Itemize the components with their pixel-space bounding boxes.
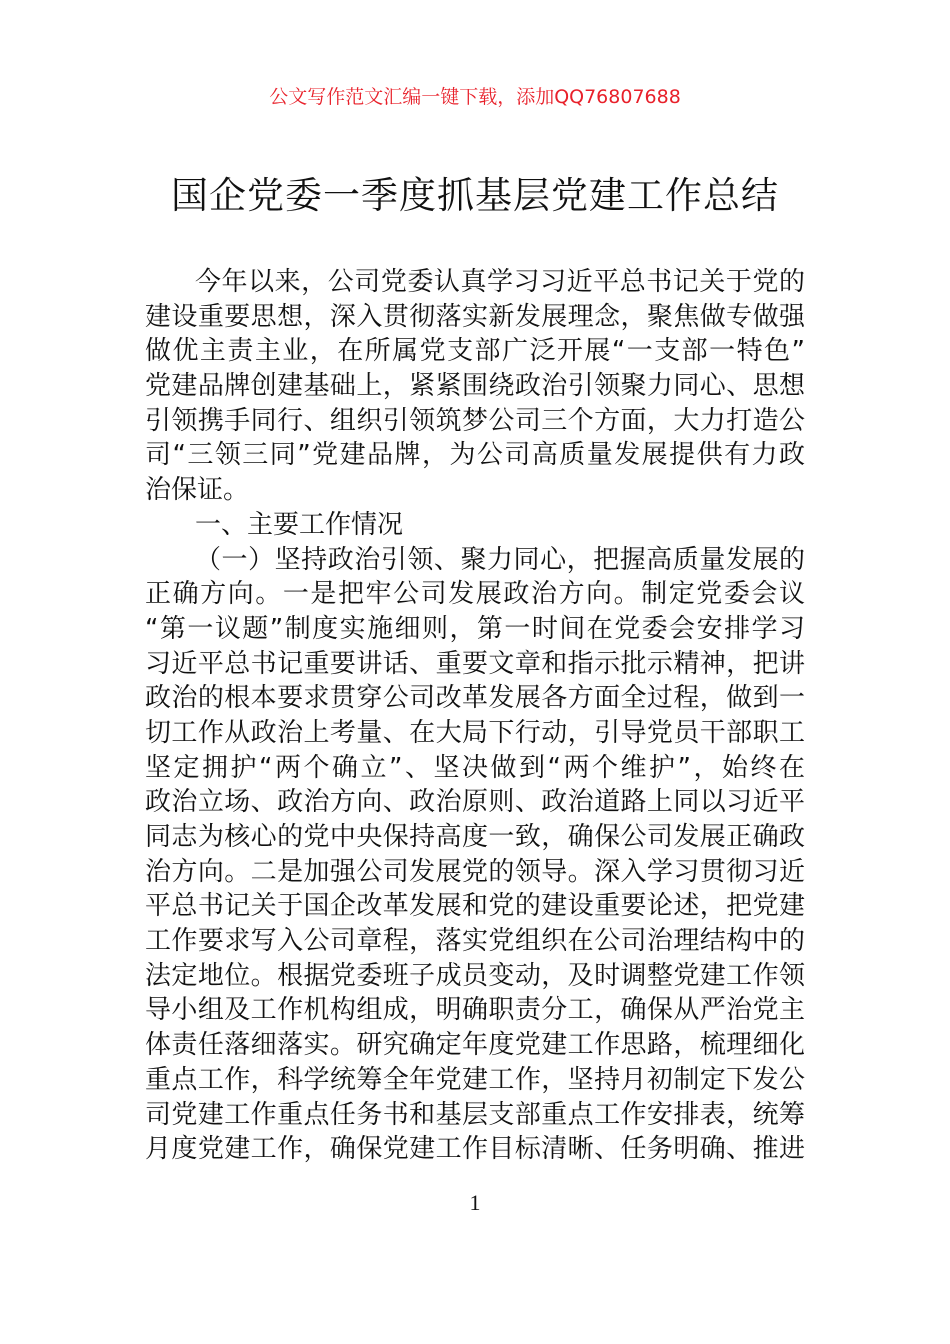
text-line: 党建品牌创建基础上，紧紧围绕政治引领聚力同心、思想 — [145, 371, 805, 402]
text-line: 重点工作，科学统筹全年党建工作，坚持月初制定下发公 — [145, 1064, 805, 1095]
document-body — [145, 265, 805, 1167]
text-line: 体责任落细落实。研究确定年度党建工作思路，梳理细化 — [145, 1030, 805, 1061]
text-line: “第一议题”制度实施细则，第一时间在党委会安排学习 — [145, 613, 805, 644]
text-line: 做优主责主业，在所属党支部广泛开展“一支部一特色” — [145, 336, 805, 367]
text-line: 习近平总书记重要讲话、重要文章和指示批示精神，把讲 — [145, 648, 805, 679]
text-line: 法定地位。根据党委班子成员变动，及时调整党建工作领 — [145, 960, 805, 991]
document-title: 国企党委一季度抓基层党建工作总结 — [171, 174, 779, 217]
text-line: 治方向。二是加强公司发展党的领导。深入学习贯彻习近 — [145, 856, 805, 887]
text-line: 正确方向。一是把牢公司发展政治方向。制定党委会议 — [145, 579, 805, 610]
text-line: 司党建工作重点任务书和基层支部重点工作安排表，统筹 — [145, 1099, 805, 1130]
text-line: 司“三领三同”党建品牌，为公司高质量发展提供有力政 — [145, 440, 805, 471]
page-number: 1 — [469, 1190, 481, 1215]
text-line: 坚定拥护“两个确立”、坚决做到“两个维护”，始终在 — [145, 752, 805, 783]
text-line: 月度党建工作，确保党建工作目标清晰、任务明确、推进 — [145, 1134, 805, 1165]
text-line: 建设重要思想，深入贯彻落实新发展理念，聚焦做专做强 — [145, 301, 805, 332]
text-line: 政治立场、政治方向、政治原则、政治道路上同以习近平 — [145, 787, 805, 818]
text-line: 今年以来，公司党委认真学习习近平总书记关于党的 — [195, 267, 805, 297]
section-1-paragraph — [145, 543, 805, 1167]
text-line: 同志为核心的党中央保持高度一致，确保公司发展正确政 — [145, 822, 805, 852]
text-line: 引领携手同行、组织引领筑梦公司三个方面，大力打造公 — [145, 405, 805, 436]
text-line: 导小组及工作机构组成，明确职责分工，确保从严治党主 — [145, 995, 805, 1026]
text-line: 治保证。 — [145, 475, 250, 506]
download-watermark: 公文写作范文汇编一键下载，添加QQ76807688 — [269, 86, 681, 108]
text-line: 政治的根本要求贯穿公司改革发展各方面全过程，做到一 — [145, 683, 805, 714]
section-heading: 一、主要工作情况 — [195, 509, 404, 540]
text-line: 切工作从政治上考量、在大局下行动，引导党员干部职工 — [145, 717, 805, 748]
intro-paragraph — [145, 265, 805, 508]
text-line: （一）坚持政治引领、聚力同心，把握高质量发展的 — [195, 544, 805, 575]
text-line: 工作要求写入公司章程，落实党组织在公司治理结构中的 — [145, 926, 805, 957]
text-line: 平总书记关于国企改革发展和党的建设重要论述，把党建 — [145, 891, 805, 922]
